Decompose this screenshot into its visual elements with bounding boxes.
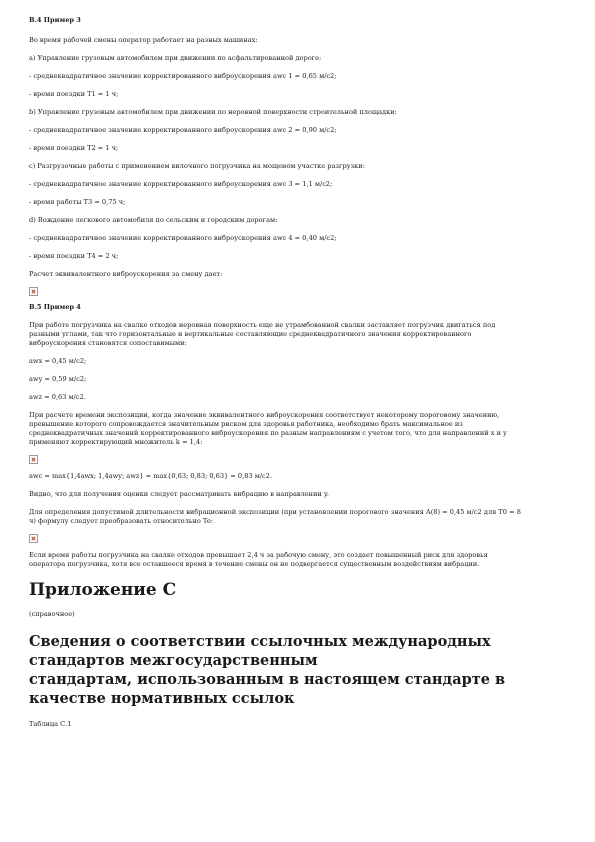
item-d-time: - время поездки T4 = 2 ч; bbox=[29, 252, 119, 260]
item-d-title: d) Вождение легкового автомобиля по сельским и городским дорогам: bbox=[29, 216, 278, 224]
item-c-time: - время работы T3 = 0,75 ч; bbox=[29, 198, 126, 206]
risk-para-line-3: среднеквадратичных значений корректированного виброускорения по разным направлениям с учетом того, что для направлений х и у bbox=[29, 429, 507, 437]
document-page bbox=[29, 14, 559, 729]
appendix-heading-line-2: стандартов межгосударственным bbox=[29, 652, 318, 669]
item-a-time: - время поездки T1 = 1 ч; bbox=[29, 90, 119, 98]
broken-image-icon bbox=[29, 455, 38, 464]
risk-para-line-1: При расчете времени экспозиции, когда значение эквивалентного виброускорения соответствует некоторому пороговому значению, bbox=[29, 411, 500, 419]
section-b5-title: В.5 Пример 4 bbox=[29, 303, 81, 311]
risk-para-line-2: превышение которого сопровождается значительным риском для здоровья работника, необходимо брать максимальное из bbox=[29, 420, 463, 428]
appendix-heading-line-4: качестве нормативных ссылок bbox=[29, 690, 295, 707]
appendix-heading bbox=[29, 632, 559, 708]
appendix-title: Приложение С bbox=[29, 580, 177, 600]
item-a-title: а) Управление грузовым автомобилем при движении по асфальтированной дороге: bbox=[29, 54, 322, 62]
item-d-vibration: - среднеквадратичное значение корректированного виброускорения awc 4 = 0,40 м/с2; bbox=[29, 234, 337, 242]
b5-para-line-2: разными углами, так что горизонтальные и вертикальные составляющие среднеквадратичного значения корректированного bbox=[29, 330, 472, 338]
awy-value: awy = 0,59 м/с2; bbox=[29, 375, 87, 383]
item-a-vibration: - среднеквадратичное значение корректированного виброускорения awc 1 = 0,65 м/с2; bbox=[29, 72, 337, 80]
dop-para-line-2: ч) формулу следует преобразовать относительно Te: bbox=[29, 517, 213, 525]
dop-para-line-1: Для определения допустимой длительности вибрационной экспозиции (при установлении порогового значения A(8) = 0,45 м/с2 для T0 = 8 bbox=[29, 508, 521, 516]
section-b4-title: В.4 Пример 3 bbox=[29, 16, 81, 24]
end-para-line-2: оператора погрузчика, хотя все оставшееся время в течение смены он не подвергается существенным воздействиям вибрации. bbox=[29, 560, 480, 568]
appendix-heading-line-1: Сведения о соответствии ссылочных международных bbox=[29, 633, 491, 650]
b5-para-line-1: При работе погрузчика на свалке отходов неровная поверхность еще не утрамбованной свалки заставляет погрузчик двигаться под bbox=[29, 321, 496, 329]
appendix-heading-line-3: стандартам, использованным в настоящем стандарте в bbox=[29, 671, 506, 688]
b5-para-line-3: виброускорения становятся сопоставимыми: bbox=[29, 339, 187, 347]
visible-text: Видно, что для получения оценки следует рассматривать вибрацию в направлении y. bbox=[29, 490, 329, 498]
broken-image-icon bbox=[29, 287, 38, 296]
item-b-vibration: - среднеквадратичное значение корректированного виброускорения awc 2 = 0,90 м/с2; bbox=[29, 126, 337, 134]
risk-para-line-4: применяют корректирующий множитель k = 1,4: bbox=[29, 438, 203, 446]
table-label: Таблица С.1 bbox=[29, 720, 72, 728]
item-c-title: с) Разгрузочные работы с применением вилочного погрузчика на мощеном участке разгрузки: bbox=[29, 162, 365, 170]
calc-text: Расчет эквивалентного виброускорения за смену дает: bbox=[29, 270, 223, 278]
appendix-subtitle: (справочное) bbox=[29, 610, 75, 618]
awz-value: awz = 0,63 м/с2. bbox=[29, 393, 86, 401]
item-b-title: b) Управление грузовым автомобилем при движении по неровной поверхности строительной площадки: bbox=[29, 108, 397, 116]
broken-image-icon bbox=[29, 534, 38, 543]
awc-formula: awc = max{1,4awx; 1,4awy; awz} = max{0,63; 0,83; 0,63} = 0,83 м/с2. bbox=[29, 472, 273, 480]
awx-value: awx = 0,45 м/с2; bbox=[29, 357, 87, 365]
b4-intro: Во время рабочей смены оператор работает на разных машинах: bbox=[29, 36, 258, 44]
item-b-time: - время поездки T2 = 1 ч; bbox=[29, 144, 119, 152]
item-c-vibration: - среднеквадратичное значение корректированного виброускорения awc 3 = 1,1 м/с2; bbox=[29, 180, 333, 188]
end-para-line-1: Если время работы погрузчика на свалке отходов превышает 2,4 ч за рабочую смену, это создает повышенный риск для здоровья bbox=[29, 551, 488, 559]
